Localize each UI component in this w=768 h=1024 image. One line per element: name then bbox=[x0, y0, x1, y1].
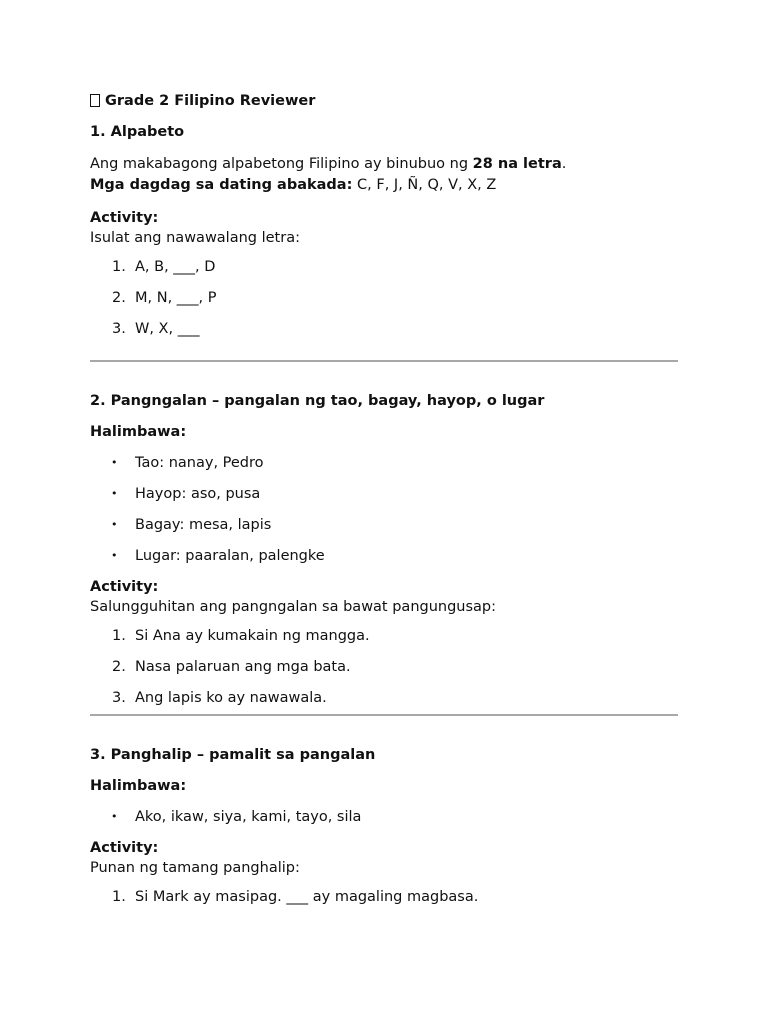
section-3-heading: 3. Panghalip – pamalit sa pangalan bbox=[90, 747, 376, 763]
section-1-intro bbox=[90, 154, 678, 196]
example-text: Tao: nanay, Pedro bbox=[135, 455, 264, 471]
bullet-icon: • bbox=[111, 549, 118, 562]
book-icon bbox=[90, 94, 100, 107]
item-text: Nasa palaruan ang mga bata. bbox=[135, 659, 351, 675]
item-number: 1. bbox=[112, 259, 126, 275]
section-2-activity-list bbox=[90, 627, 678, 720]
list-item bbox=[90, 320, 678, 351]
item-text: W, X, ___ bbox=[135, 321, 200, 337]
section-1-activity-label: Activity: bbox=[90, 210, 159, 226]
section-2-instruction: Salungguhitan ang pangngalan sa bawat pangungusap: bbox=[90, 599, 497, 615]
bullet-icon: • bbox=[111, 518, 118, 531]
list-item bbox=[90, 485, 678, 516]
list-item bbox=[90, 516, 678, 547]
section-1-heading: 1. Alpabeto bbox=[90, 124, 185, 140]
section-3-activity-list bbox=[90, 888, 678, 919]
item-text: Si Ana ay kumakain ng mangga. bbox=[135, 628, 370, 644]
bullet-icon: • bbox=[111, 810, 118, 823]
list-item bbox=[90, 289, 678, 320]
intro-end: . bbox=[561, 156, 567, 172]
bullet-icon: • bbox=[111, 456, 118, 469]
list-item bbox=[90, 808, 678, 839]
document-title bbox=[90, 92, 678, 110]
document-title-text: Grade 2 Filipino Reviewer bbox=[105, 93, 316, 109]
list-item bbox=[90, 658, 678, 689]
list-item bbox=[90, 258, 678, 289]
item-number: 2. bbox=[112, 290, 126, 306]
list-item bbox=[90, 627, 678, 658]
item-text: Ang lapis ko ay nawawala. bbox=[135, 690, 327, 706]
section-divider bbox=[90, 360, 678, 362]
section-3-activity-label: Activity: bbox=[90, 840, 159, 856]
item-number: 3. bbox=[112, 690, 126, 706]
item-text: Si Mark ay masipag. ___ ay magaling magbasa. bbox=[135, 889, 479, 905]
list-item bbox=[90, 547, 678, 578]
example-text: Ako, ikaw, siya, kami, tayo, sila bbox=[135, 809, 362, 825]
section-3-examples-label: Halimbawa: bbox=[90, 778, 187, 794]
item-text: M, N, ___, P bbox=[135, 290, 217, 306]
item-number: 1. bbox=[112, 889, 126, 905]
section-2-examples-list bbox=[90, 454, 678, 578]
list-item bbox=[90, 454, 678, 485]
section-1-activity-list bbox=[90, 258, 678, 351]
intro-text: Ang makabagong alpabetong Filipino ay binubuo ng bbox=[90, 156, 473, 172]
section-1-instruction: Isulat ang nawawalang letra: bbox=[90, 230, 300, 246]
section-3-instruction: Punan ng tamang panghalip: bbox=[90, 860, 300, 876]
item-number: 2. bbox=[112, 659, 126, 675]
example-text: Hayop: aso, pusa bbox=[135, 486, 261, 502]
example-text: Lugar: paaralan, palengke bbox=[135, 548, 325, 564]
section-3-examples-list bbox=[90, 808, 678, 839]
intro-bold: 28 na letra bbox=[472, 156, 562, 172]
item-text: A, B, ___, D bbox=[135, 259, 216, 275]
section-2-activity-label: Activity: bbox=[90, 579, 159, 595]
added-letters: C, F, J, Ñ, Q, V, X, Z bbox=[352, 177, 497, 193]
bullet-icon: • bbox=[111, 487, 118, 500]
item-number: 1. bbox=[112, 628, 126, 644]
example-text: Bagay: mesa, lapis bbox=[135, 517, 272, 533]
added-letters-label: Mga dagdag sa dating abakada: bbox=[90, 177, 353, 193]
item-number: 3. bbox=[112, 321, 126, 337]
reviewer-document bbox=[90, 92, 678, 928]
section-2-heading: 2. Pangngalan – pangalan ng tao, bagay, hayop, o lugar bbox=[90, 393, 545, 409]
list-item bbox=[90, 888, 678, 919]
list-item bbox=[90, 689, 678, 720]
section-2-examples-label: Halimbawa: bbox=[90, 424, 187, 440]
